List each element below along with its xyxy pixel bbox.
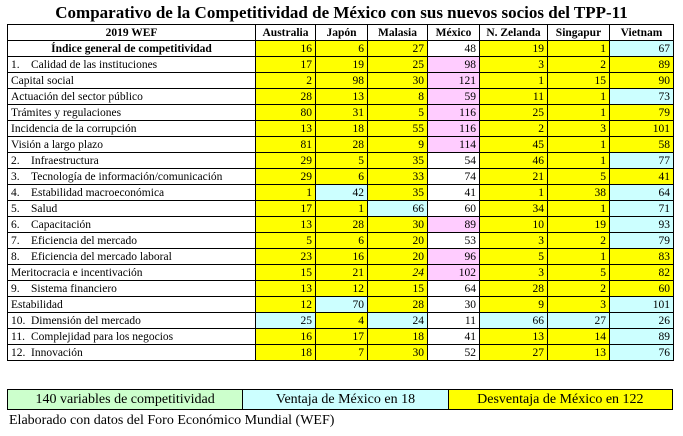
value-cell: 5	[256, 233, 316, 249]
row-label-text: Estabilidad	[11, 298, 63, 311]
value-cell: 12	[256, 297, 316, 313]
row-label	[8, 153, 256, 169]
table-row	[8, 73, 674, 89]
value-cell: 9	[368, 137, 428, 153]
value-cell: 64	[610, 185, 674, 201]
table-row	[8, 201, 674, 217]
value-cell: 60	[428, 201, 480, 217]
value-cell: 66	[368, 201, 428, 217]
value-cell: 60	[610, 281, 674, 297]
value-cell: 3	[480, 57, 548, 73]
row-number: 7.	[11, 234, 20, 247]
value-cell: 1	[548, 249, 610, 265]
row-number: 11.	[11, 330, 25, 343]
row-label-text: Actuación del sector público	[11, 90, 143, 103]
table-row	[8, 329, 674, 345]
value-cell: 74	[428, 169, 480, 185]
row-label-text: Complejidad para los negocios	[31, 330, 174, 343]
table-row	[8, 185, 674, 201]
value-cell: 1	[548, 137, 610, 153]
row-number: 6.	[11, 218, 20, 231]
header-nueva-zelanda: N. Zelanda	[480, 25, 548, 41]
value-cell: 101	[610, 121, 674, 137]
competitiveness-table	[7, 24, 674, 361]
table-row	[8, 217, 674, 233]
header-label: 2019 WEF	[8, 25, 256, 41]
table-row	[8, 121, 674, 137]
value-cell: 3	[480, 265, 548, 281]
value-cell: 116	[428, 121, 480, 137]
value-cell: 1	[548, 41, 610, 57]
value-cell: 18	[256, 345, 316, 361]
value-cell: 2	[548, 233, 610, 249]
value-cell: 16	[316, 249, 368, 265]
header-malasia: Malasia	[368, 25, 428, 41]
value-cell: 30	[428, 297, 480, 313]
value-cell: 66	[480, 313, 548, 329]
value-cell: 25	[480, 105, 548, 121]
row-number: 8.	[11, 250, 20, 263]
row-number: 5.	[11, 202, 20, 215]
value-cell: 2	[548, 57, 610, 73]
value-cell: 46	[480, 153, 548, 169]
value-cell: 5	[368, 105, 428, 121]
value-cell: 64	[428, 281, 480, 297]
row-number: 4.	[11, 186, 20, 199]
value-cell: 20	[368, 249, 428, 265]
row-label	[8, 329, 256, 345]
value-cell: 52	[428, 345, 480, 361]
row-label-text: Infraestructura	[31, 154, 99, 167]
value-cell: 15	[548, 73, 610, 89]
value-cell: 4	[316, 313, 368, 329]
value-cell: 16	[256, 41, 316, 57]
value-cell: 30	[368, 217, 428, 233]
value-cell: 83	[610, 249, 674, 265]
table-body	[8, 41, 674, 361]
value-cell: 5	[316, 153, 368, 169]
row-number: 9.	[11, 282, 20, 295]
value-cell: 28	[368, 297, 428, 313]
row-number: 12.	[11, 346, 26, 359]
value-cell: 17	[256, 57, 316, 73]
header-australia: Australia	[256, 25, 316, 41]
row-label-text: Capital social	[11, 74, 74, 87]
header-japon: Japón	[316, 25, 368, 41]
value-cell: 13	[256, 281, 316, 297]
value-cell: 79	[610, 233, 674, 249]
value-cell: 6	[316, 41, 368, 57]
value-cell: 89	[610, 57, 674, 73]
row-label	[8, 233, 256, 249]
table-row	[8, 249, 674, 265]
row-label-text: Eficiencia del mercado	[31, 234, 137, 247]
row-label-text: Incidencia de la corrupción	[11, 122, 137, 135]
value-cell: 55	[368, 121, 428, 137]
value-cell: 38	[548, 185, 610, 201]
value-cell: 1	[548, 105, 610, 121]
row-label-text: Tecnología de información/comunicación	[31, 170, 223, 183]
value-cell: 10	[480, 217, 548, 233]
table-row	[8, 265, 674, 281]
value-cell: 28	[316, 137, 368, 153]
value-cell: 45	[480, 137, 548, 153]
table-row	[8, 105, 674, 121]
value-cell: 3	[548, 297, 610, 313]
source-note: Elaborado con datos del Foro Económico Mundial (WEF)	[9, 413, 335, 428]
value-cell: 30	[368, 73, 428, 89]
value-cell: 24	[368, 313, 428, 329]
value-cell: 116	[428, 105, 480, 121]
value-cell: 24	[368, 265, 428, 281]
value-cell: 15	[368, 281, 428, 297]
row-label	[8, 265, 256, 281]
value-cell: 2	[548, 281, 610, 297]
value-cell: 59	[428, 89, 480, 105]
row-label	[8, 297, 256, 313]
value-cell: 7	[316, 345, 368, 361]
value-cell: 27	[368, 41, 428, 57]
value-cell: 96	[428, 249, 480, 265]
value-cell: 121	[428, 73, 480, 89]
value-cell: 16	[256, 329, 316, 345]
table-row	[8, 89, 674, 105]
value-cell: 21	[316, 265, 368, 281]
value-cell: 1	[548, 89, 610, 105]
row-label	[8, 185, 256, 201]
table-row	[8, 281, 674, 297]
value-cell: 53	[428, 233, 480, 249]
value-cell: 19	[316, 57, 368, 73]
row-label	[8, 121, 256, 137]
row-label	[8, 249, 256, 265]
row-label-text: Meritocracia e incentivación	[11, 266, 143, 279]
value-cell: 19	[480, 41, 548, 57]
value-cell: 1	[480, 73, 548, 89]
value-cell: 18	[368, 329, 428, 345]
value-cell: 80	[256, 105, 316, 121]
row-number: 2.	[11, 154, 20, 167]
value-cell: 98	[316, 73, 368, 89]
value-cell: 79	[610, 105, 674, 121]
value-cell: 48	[428, 41, 480, 57]
row-label	[8, 57, 256, 73]
value-cell: 73	[610, 89, 674, 105]
row-number: 1.	[11, 58, 20, 71]
row-number: 10.	[11, 314, 26, 327]
row-label	[8, 281, 256, 297]
value-cell: 29	[256, 153, 316, 169]
value-cell: 70	[316, 297, 368, 313]
value-cell: 89	[610, 329, 674, 345]
row-label	[8, 89, 256, 105]
value-cell: 25	[256, 313, 316, 329]
row-label	[8, 345, 256, 361]
value-cell: 15	[256, 265, 316, 281]
value-cell: 18	[316, 121, 368, 137]
value-cell: 13	[256, 217, 316, 233]
value-cell: 11	[428, 313, 480, 329]
header-mexico: México	[428, 25, 480, 41]
value-cell: 3	[480, 233, 548, 249]
table-row	[8, 297, 674, 313]
row-label	[8, 169, 256, 185]
value-cell: 28	[256, 89, 316, 105]
value-cell: 34	[480, 201, 548, 217]
row-label-text: Visión a largo plazo	[11, 138, 104, 151]
row-label-text: Calidad de las instituciones	[31, 58, 158, 71]
value-cell: 82	[610, 265, 674, 281]
value-cell: 6	[316, 169, 368, 185]
value-cell: 41	[428, 185, 480, 201]
value-cell: 71	[610, 201, 674, 217]
legend-disadvantage: Desventaja de México en 122	[449, 390, 672, 409]
value-cell: 77	[610, 153, 674, 169]
row-label	[8, 73, 256, 89]
row-label	[8, 137, 256, 153]
table-row	[8, 137, 674, 153]
table-row	[8, 313, 674, 329]
value-cell: 1	[480, 185, 548, 201]
row-label-text: Innovación	[31, 346, 83, 359]
value-cell: 13	[256, 121, 316, 137]
value-cell: 23	[256, 249, 316, 265]
value-cell: 1	[316, 201, 368, 217]
value-cell: 1	[548, 201, 610, 217]
value-cell: 13	[480, 329, 548, 345]
value-cell: 14	[548, 329, 610, 345]
value-cell: 101	[610, 297, 674, 313]
table-row	[8, 169, 674, 185]
value-cell: 76	[610, 345, 674, 361]
value-cell: 5	[548, 265, 610, 281]
row-label	[8, 217, 256, 233]
row-label-text: Dimensión del mercado	[31, 314, 141, 327]
value-cell: 102	[428, 265, 480, 281]
value-cell: 98	[428, 57, 480, 73]
value-cell: 58	[610, 137, 674, 153]
value-cell: 81	[256, 137, 316, 153]
value-cell: 17	[256, 201, 316, 217]
value-cell: 26	[610, 313, 674, 329]
row-label	[8, 201, 256, 217]
value-cell: 42	[316, 185, 368, 201]
value-cell: 30	[368, 345, 428, 361]
value-cell: 31	[316, 105, 368, 121]
legend	[7, 389, 673, 410]
header-singapur: Singapur	[548, 25, 610, 41]
row-label-text: Índice general de competitividad	[51, 42, 212, 55]
table-row	[8, 345, 674, 361]
row-number: 3.	[11, 170, 20, 183]
value-cell: 93	[610, 217, 674, 233]
value-cell: 21	[480, 169, 548, 185]
row-label-text: Eficiencia del mercado laboral	[31, 250, 172, 263]
value-cell: 5	[548, 169, 610, 185]
value-cell: 9	[480, 297, 548, 313]
table-row	[8, 153, 674, 169]
value-cell: 3	[548, 121, 610, 137]
value-cell: 54	[428, 153, 480, 169]
table-row	[8, 41, 674, 57]
value-cell: 20	[368, 233, 428, 249]
value-cell: 6	[316, 233, 368, 249]
value-cell: 13	[316, 89, 368, 105]
value-cell: 41	[610, 169, 674, 185]
value-cell: 90	[610, 73, 674, 89]
table-row	[8, 57, 674, 73]
value-cell: 8	[368, 89, 428, 105]
value-cell: 67	[610, 41, 674, 57]
value-cell: 89	[428, 217, 480, 233]
value-cell: 41	[428, 329, 480, 345]
value-cell: 12	[316, 281, 368, 297]
value-cell: 29	[256, 169, 316, 185]
table-row	[8, 233, 674, 249]
value-cell: 33	[368, 169, 428, 185]
value-cell: 27	[548, 313, 610, 329]
page-title: Comparativo de la Competitividad de México con sus nuevos socios del TPP-11	[55, 3, 628, 22]
value-cell: 11	[480, 89, 548, 105]
row-label-text: Trámites y regulaciones	[11, 106, 122, 119]
value-cell: 114	[428, 137, 480, 153]
value-cell: 5	[480, 249, 548, 265]
row-label-text: Estabilidad macroeconómica	[31, 186, 165, 199]
table-header-row	[8, 25, 674, 41]
value-cell: 13	[548, 345, 610, 361]
value-cell: 35	[368, 153, 428, 169]
value-cell: 35	[368, 185, 428, 201]
row-label	[8, 105, 256, 121]
value-cell: 17	[316, 329, 368, 345]
legend-variables: 140 variables de competitividad	[8, 390, 243, 409]
value-cell: 28	[316, 217, 368, 233]
value-cell: 2	[480, 121, 548, 137]
value-cell: 28	[480, 281, 548, 297]
row-label	[8, 41, 256, 57]
row-label-text: Salud	[31, 202, 58, 215]
row-label-text: Sistema financiero	[31, 282, 117, 295]
value-cell: 1	[256, 185, 316, 201]
value-cell: 19	[548, 217, 610, 233]
value-cell: 1	[548, 153, 610, 169]
value-cell: 2	[256, 73, 316, 89]
legend-advantage: Ventaja de México en 18	[243, 390, 448, 409]
row-label	[8, 313, 256, 329]
header-vietnam: Vietnam	[610, 25, 674, 41]
value-cell: 25	[368, 57, 428, 73]
value-cell: 27	[480, 345, 548, 361]
row-label-text: Capacitación	[31, 218, 92, 231]
